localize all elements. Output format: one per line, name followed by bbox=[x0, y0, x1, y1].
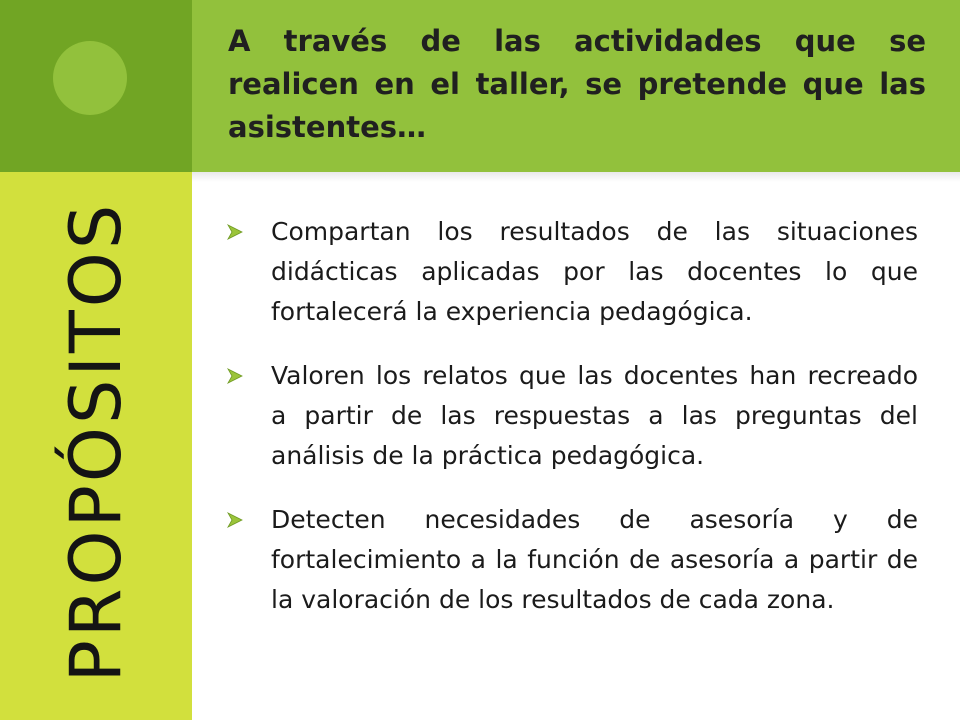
sidebar-top-panel bbox=[0, 0, 192, 172]
bullet-list bbox=[222, 212, 918, 644]
bullet-item bbox=[222, 212, 918, 332]
bullet-item bbox=[222, 500, 918, 620]
arrow-bullet-icon bbox=[226, 512, 244, 528]
bullet-text: Compartan los resultados de las situaciones didácticas aplicadas por las docentes lo que fortalecerá la experiencia pedagógica. bbox=[271, 217, 918, 326]
header-divider bbox=[192, 172, 960, 182]
sidebar-title-wrap bbox=[0, 172, 192, 720]
sidebar-title: PROPÓSITOS bbox=[55, 201, 137, 683]
header-band bbox=[192, 0, 960, 172]
bullet-text: Valoren los relatos que las docentes han recreado a partir de las respuestas a las preguntas del análisis de la práctica pedagógica. bbox=[271, 361, 918, 470]
bullet-item bbox=[222, 356, 918, 476]
bullet-text: Detecten necesidades de asesoría y de fortalecimiento a la función de asesoría a partir de la valoración de los resultados de cada zona. bbox=[271, 505, 918, 614]
header-text: A través de las actividades que se realicen en el taller, se pretende que las asistentes… bbox=[228, 24, 926, 144]
circle-ornament bbox=[53, 41, 127, 115]
arrow-bullet-icon bbox=[226, 224, 244, 240]
arrow-bullet-icon bbox=[226, 368, 244, 384]
